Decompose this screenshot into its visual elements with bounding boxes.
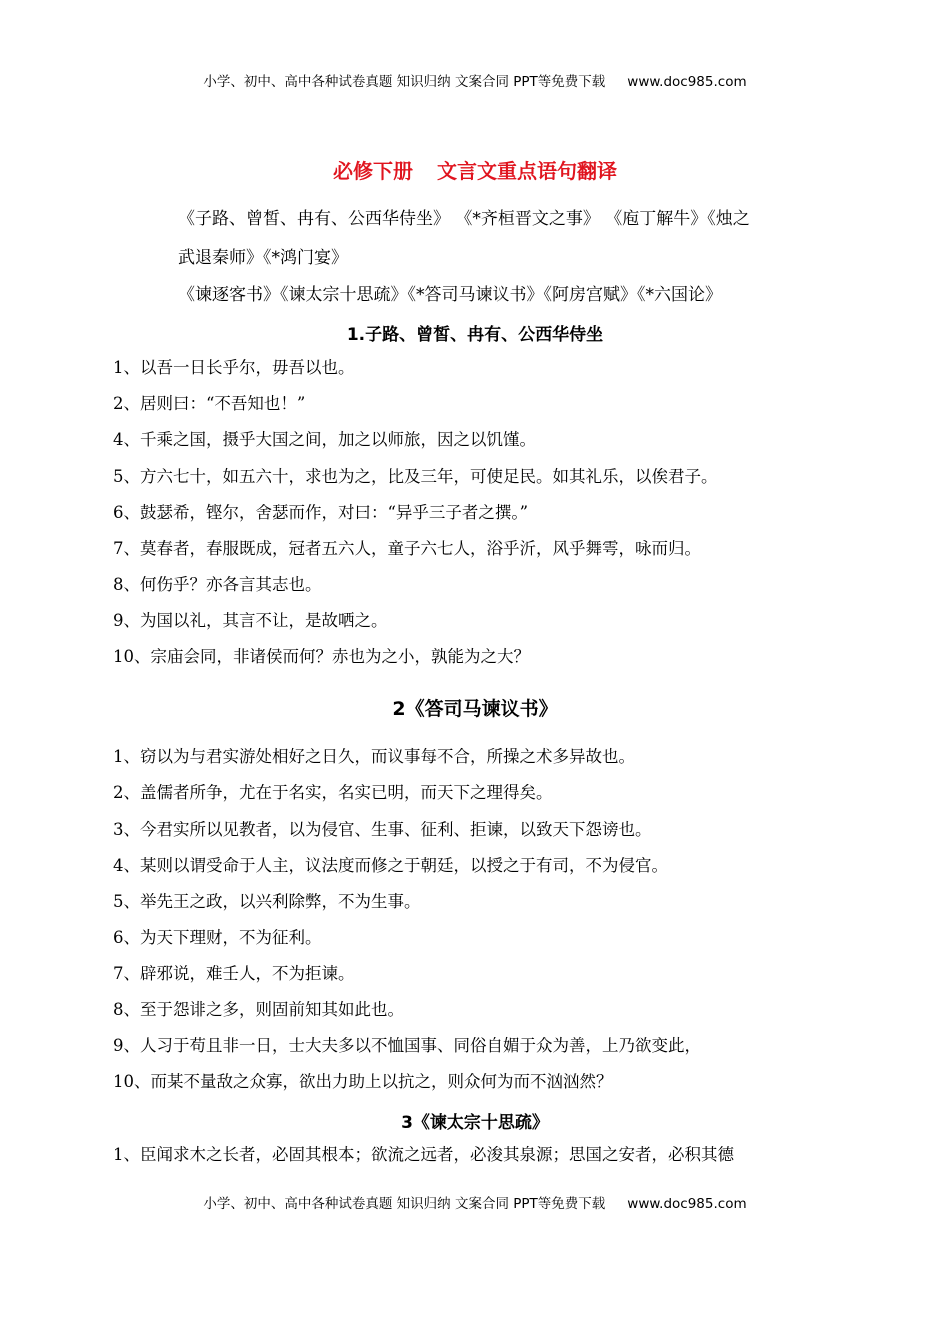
sentence-line: 7、莫春者，春服既成，冠者五六人，童子六七人，浴乎沂，风乎舞雩，咏而归。 (113, 539, 701, 558)
section-heading-2: 2《答司马谏议书》 (392, 698, 558, 720)
sentence-line: 1、窃以为与君实游处相好之日久，而议事每不合，所操之术多异故也。 (113, 747, 635, 766)
sentence-line: 8、至于怨诽之多，则固前知其如此也。 (113, 1000, 404, 1019)
sentence-line: 7、辟邪说，难壬人，不为拒谏。 (113, 964, 355, 983)
toc-line-2: 武退秦师》《*鸿门宴》 (178, 248, 348, 268)
sentence-line: 10、宗庙会同，非诸侯而何？赤也为之小，孰能为之大？ (113, 647, 530, 666)
sentence-line: 2、盖儒者所争，尤在于名实，名实已明，而天下之理得矣。 (113, 783, 553, 802)
sentence-line: 10、而某不量敌之众寡，欲出力助上以抗之，则众何为而不汹汹然？ (113, 1072, 613, 1091)
section-heading-3: 3《谏太宗十思疏》 (401, 1113, 549, 1133)
title-part2: 文言文重点语句翻译 (437, 159, 617, 183)
sentence-line: 6、为天下理财，不为征利。 (113, 928, 322, 947)
sentence-line: 3、今君实所以见教者，以为侵官、生事、征利、拒谏，以致天下怨谤也。 (113, 820, 652, 839)
sentence-line: 5、方六七十，如五六十，求也为之，比及三年，可使足民。如其礼乐，以俟君子。 (113, 467, 718, 486)
sentence-line: 5、举先王之政，以兴利除弊，不为生事。 (113, 892, 421, 911)
sentence-line: 1、臣闻求木之长者，必固其根本；欲流之远者，必浚其泉源；思国之安者，必积其德 (113, 1145, 734, 1164)
sentence-line: 4、某则以谓受命于人主，议法度而修之于朝廷，以授之于有司，不为侵官。 (113, 856, 668, 875)
page-header (0, 70, 950, 90)
sentence-line: 9、人习于苟且非一日，士大夫多以不恤国事、同俗自媚于众为善，上乃欲变此， (113, 1036, 701, 1055)
header-url[interactable]: www.doc985.com (627, 74, 747, 90)
footer-text: 小学、初中、高中各种试卷真题 知识归纳 文案合同 PPT等免费下载 (203, 1196, 606, 1212)
sentence-line: 4、千乘之国，摄乎大国之间，加之以师旅，因之以饥馑。 (113, 430, 536, 449)
sentence-line: 1、以吾一日长乎尔，毋吾以也。 (113, 358, 355, 377)
sentence-line: 6、鼓瑟希，铿尔，舍瑟而作，对曰：“异乎三子者之撰。” (113, 503, 529, 522)
sentence-line: 8、何伤乎？亦各言其志也。 (113, 575, 322, 594)
toc-line-1: 《子路、曾皙、冉有、公西华侍坐》 《*齐桓晋文之事》 《庖丁解牛》《烛之 (178, 209, 750, 229)
sentence-line: 2、居则曰：“不吾知也！” (113, 394, 306, 413)
section-heading-1: 1.子路、曾皙、冉有、公西华侍坐 (346, 325, 604, 345)
header-text: 小学、初中、高中各种试卷真题 知识归纳 文案合同 PPT等免费下载 (203, 74, 606, 90)
page-footer (0, 1192, 950, 1212)
toc-line-3: 《谏逐客书》《谏太宗十思疏》《*答司马谏议书》《阿房宫赋》《*六国论》 (178, 285, 722, 305)
footer-url[interactable]: www.doc985.com (627, 1196, 747, 1212)
page-title (0, 155, 950, 184)
sentence-line: 9、为国以礼，其言不让，是故哂之。 (113, 611, 388, 630)
title-part1: 必修下册 (333, 159, 413, 183)
